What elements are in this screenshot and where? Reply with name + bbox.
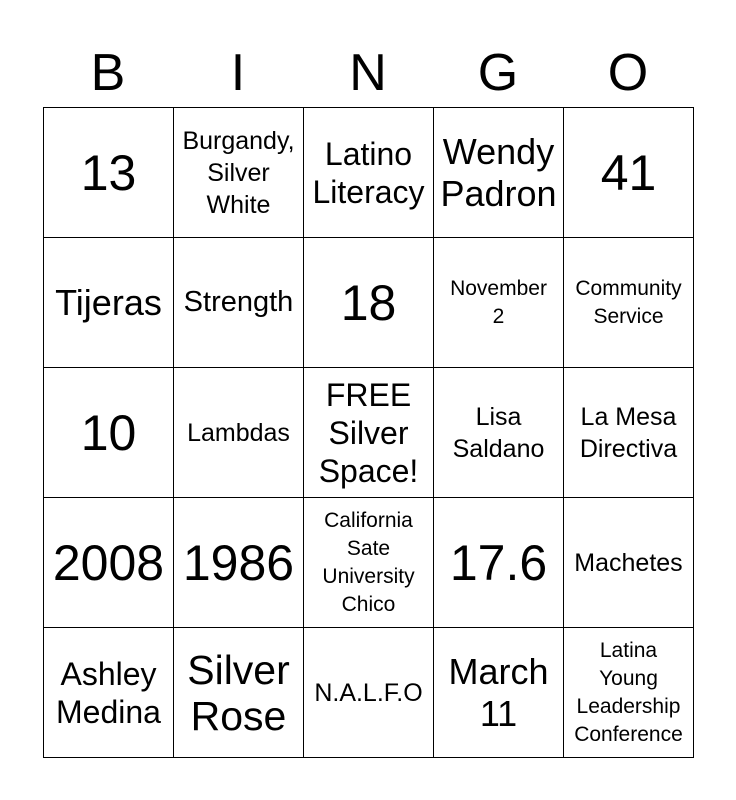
cell-text: 10: [80, 404, 137, 461]
cell-text: N.A.L.F.O: [314, 678, 423, 707]
bingo-cell-r3-c1[interactable]: [44, 368, 174, 498]
cell-text: Strength: [183, 286, 294, 318]
cell-text: Ashley Medina: [56, 655, 161, 730]
cell-text: November 2: [450, 276, 547, 328]
bingo-cell-r1-c3[interactable]: [304, 108, 434, 238]
bingo-cell-r3-c2[interactable]: [174, 368, 304, 498]
cell-text: Wendy Padron: [440, 130, 557, 214]
bingo-cell-r4-c5[interactable]: [564, 498, 694, 628]
header-letter-b: B: [90, 44, 126, 102]
bingo-cell-r1-c5[interactable]: [564, 108, 694, 238]
cell-text: 1986: [182, 534, 295, 591]
bingo-cell-r2-c4[interactable]: [434, 238, 564, 368]
cell-text: March 11: [448, 650, 549, 734]
bingo-cell-r2-c1[interactable]: [44, 238, 174, 368]
bingo-header: [43, 40, 693, 106]
bingo-cell-r5-c2[interactable]: [174, 628, 304, 758]
bingo-cell-r4-c1[interactable]: [44, 498, 174, 628]
bingo-cell-r5-c3[interactable]: [304, 628, 434, 758]
bingo-cell-r3-c5[interactable]: [564, 368, 694, 498]
cell-text: Machetes: [574, 548, 683, 577]
cell-text: 2008: [52, 534, 165, 591]
cell-text: California Sate University Chico: [322, 508, 415, 616]
bingo-cell-r2-c2[interactable]: [174, 238, 304, 368]
cell-text: Community Service: [575, 276, 682, 328]
cell-text: 18: [340, 274, 397, 331]
cell-text: Latino Literacy: [312, 135, 425, 210]
bingo-cell-r5-c5[interactable]: [564, 628, 694, 758]
bingo-cell-r2-c5[interactable]: [564, 238, 694, 368]
header-letter-n: N: [349, 44, 387, 102]
bingo-cell-r2-c3[interactable]: [304, 238, 434, 368]
cell-text: 13: [80, 144, 137, 201]
bingo-cell-r4-c4[interactable]: [434, 498, 564, 628]
header-letter-i: I: [230, 44, 246, 102]
cell-text: La Mesa Directiva: [579, 402, 678, 463]
bingo-board: [43, 107, 694, 758]
cell-text: Silver Rose: [187, 646, 290, 739]
cell-text: Lisa Saldano: [452, 402, 545, 463]
cell-text: Latina Young Leadership Conference: [574, 638, 683, 746]
free-space-cell[interactable]: [304, 368, 434, 498]
cell-text: 17.6: [449, 534, 548, 591]
bingo-cell-r1-c2[interactable]: [174, 108, 304, 238]
header-letter-o: O: [607, 44, 649, 102]
bingo-cell-r4-c3[interactable]: [304, 498, 434, 628]
bingo-cell-r3-c4[interactable]: [434, 368, 564, 498]
bingo-cell-r1-c1[interactable]: [44, 108, 174, 238]
bingo-cell-r4-c2[interactable]: [174, 498, 304, 628]
cell-text: Tijeras: [55, 281, 162, 323]
cell-text: FREE Silver Space!: [318, 376, 419, 489]
cell-text: Lambdas: [187, 418, 290, 447]
cell-text: 41: [600, 144, 657, 201]
bingo-cell-r1-c4[interactable]: [434, 108, 564, 238]
header-letter-g: G: [477, 44, 519, 102]
cell-text: Burgandy, Silver White: [182, 126, 295, 219]
bingo-cell-r5-c4[interactable]: [434, 628, 564, 758]
bingo-cell-r5-c1[interactable]: [44, 628, 174, 758]
